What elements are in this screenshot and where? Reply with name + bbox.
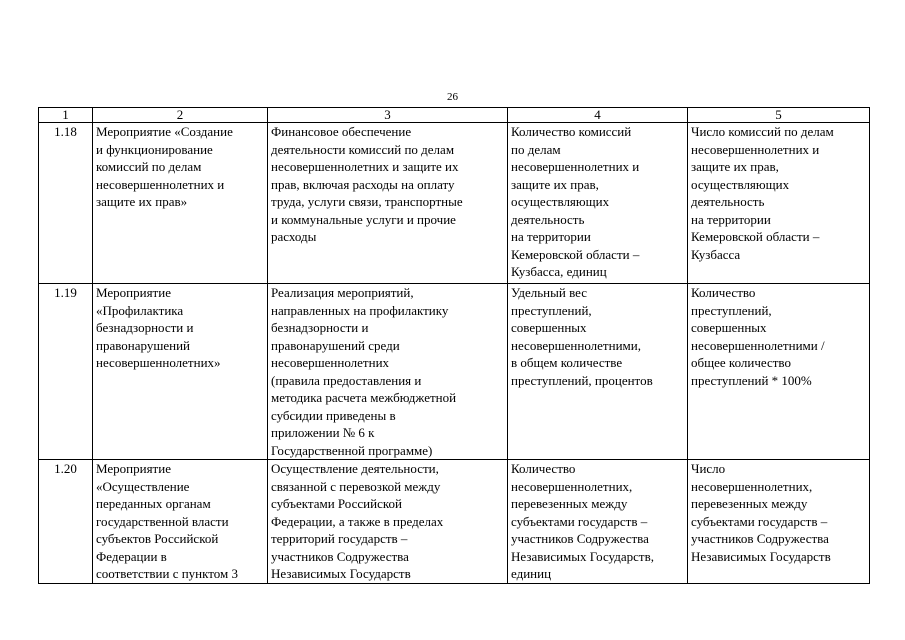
row-number: 1.20 xyxy=(39,460,93,584)
calculation-method: Количество преступлений, совершенных несовершеннолетними / общее количество преступлений * 100% xyxy=(688,284,870,460)
header-cell: 2 xyxy=(93,108,268,123)
table-header-row xyxy=(39,108,870,123)
header-cell: 1 xyxy=(39,108,93,123)
table-row xyxy=(39,123,870,284)
indicators-table xyxy=(38,107,870,584)
event-description: Реализация мероприятий, направленных на профилактику безнадзорности и правонарушений среди несовершеннолетних (правила предоставления и методика расчета межбюджетной субсидии приведены в приложении № 6 к Государственной программе) xyxy=(268,284,508,460)
event-name: Мероприятие «Создание и функционирование комиссий по делам несовершеннолетних и защите их прав» xyxy=(93,123,268,284)
event-name: Мероприятие «Осуществление переданных органам государственной власти субъектов Российской Федерации в соответствии с пунктом 3 xyxy=(93,460,268,584)
header-cell: 3 xyxy=(268,108,508,123)
indicator-name: Количество комиссий по делам несовершеннолетних и защите их прав, осуществляющих деятельность на территории Кемеровской области – Кузбасса, единиц xyxy=(508,123,688,284)
indicator-name: Количество несовершеннолетних, перевезенных между субъектами государств – участников Содружества Независимых Государств, единиц xyxy=(508,460,688,584)
header-cell: 5 xyxy=(688,108,870,123)
indicator-name: Удельный вес преступлений, совершенных несовершеннолетними, в общем количестве преступлений, процентов xyxy=(508,284,688,460)
event-description: Финансовое обеспечение деятельности комиссий по делам несовершеннолетних и защите их прав, включая расходы на оплату труда, услуги связи, транспортные и коммунальные услуги и прочие расходы xyxy=(268,123,508,284)
header-cell: 4 xyxy=(508,108,688,123)
event-description: Осуществление деятельности, связанной с перевозкой между субъектами Российской Федерации, а также в пределах территорий государств – участников Содружества Независимых Государств xyxy=(268,460,508,584)
page-number: 26 xyxy=(447,91,458,103)
row-number: 1.19 xyxy=(39,284,93,460)
calculation-method: Число комиссий по делам несовершеннолетних и защите их прав, осуществляющих деятельность на территории Кемеровской области – Кузбасса xyxy=(688,123,870,284)
event-name: Мероприятие «Профилактика безнадзорности и правонарушений несовершеннолетних» xyxy=(93,284,268,460)
table-row xyxy=(39,284,870,460)
table-row xyxy=(39,460,870,584)
calculation-method: Число несовершеннолетних, перевезенных между субъектами государств – участников Содружества Независимых Государств xyxy=(688,460,870,584)
row-number: 1.18 xyxy=(39,123,93,284)
